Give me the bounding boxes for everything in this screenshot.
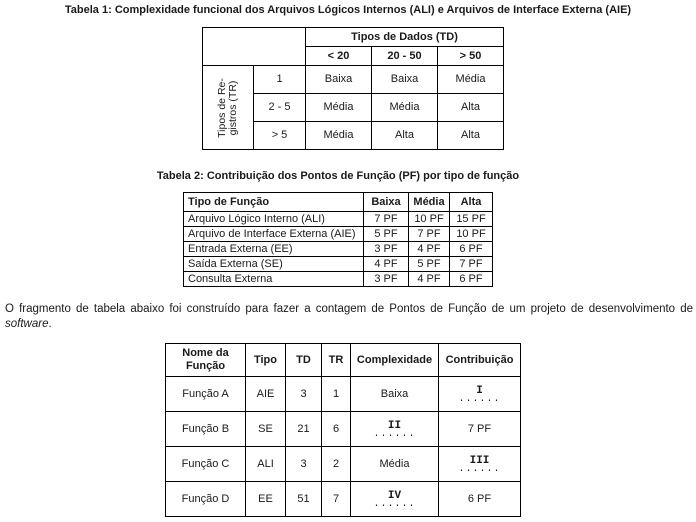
table-row	[184, 272, 493, 287]
table2-cell: 10 PF	[409, 212, 450, 227]
table3-cell-name: Função A	[166, 377, 246, 412]
table2-cell: 3 PF	[364, 272, 409, 287]
table1-empty-corner-cell	[203, 28, 306, 66]
table3-cell-td: 21	[286, 412, 322, 447]
table3-cell-contribuicao	[439, 377, 521, 412]
table1-tr-label: 1	[254, 66, 306, 94]
table2-cell: 10 PF	[450, 227, 493, 242]
table2-header-media: Média	[409, 193, 450, 212]
table2-cell: 7 PF	[409, 227, 450, 242]
table1-cell: Baixa	[372, 66, 438, 94]
table1-group-header-cell: Tipos de Dados (TD)	[306, 28, 504, 47]
table1-cell: Baixa	[306, 66, 372, 94]
intro-paragraph	[5, 302, 693, 332]
table2-cell-tipo: Saída Externa (SE)	[184, 257, 364, 272]
blank-dotted-line: ......	[373, 428, 416, 440]
table3-cell-name: Função B	[166, 412, 246, 447]
table1-tr-label: 2 - 5	[254, 94, 306, 122]
table3-header-nome: Nome da Função	[166, 344, 246, 377]
complexity-value: Baixa	[380, 387, 409, 400]
table2-cell: 7 PF	[450, 257, 493, 272]
row-group-label-line2: gistros (TR)	[227, 80, 239, 135]
table3-cell-contribuicao	[439, 447, 521, 482]
table3-cell-tipo: AIE	[246, 377, 286, 412]
table3-cell-contribuicao	[439, 412, 521, 447]
table2-cell: 3 PF	[364, 242, 409, 257]
table2-header-baixa: Baixa	[364, 193, 409, 212]
table2-cell: 6 PF	[450, 272, 493, 287]
table3-cell-complexidade	[351, 447, 439, 482]
blank-dotted-line: ......	[373, 498, 416, 510]
blank-roman-numeral: III	[469, 454, 490, 467]
table3-header-complexidade: Complexidade	[351, 344, 439, 377]
blank-roman-numeral: II	[387, 419, 402, 432]
table2-header-tipo: Tipo de Função	[184, 193, 364, 212]
table3-cell-td: 51	[286, 482, 322, 517]
table3-header-tr: TR	[322, 344, 351, 377]
table2-cell-tipo: Entrada Externa (EE)	[184, 242, 364, 257]
table1-cell: Média	[372, 94, 438, 122]
table1-row-group-header-cell	[203, 66, 254, 150]
row-group-label-line1: Tipos de Re-	[216, 77, 228, 138]
table-row	[166, 377, 521, 412]
paragraph-line1: O fragmento de tabela abaixo foi construído para fazer a contagem de Pontos de Função de um projeto de desenvolvimento de	[5, 303, 693, 315]
table2-cell: 6 PF	[450, 242, 493, 257]
table3-header-td: TD	[286, 344, 322, 377]
table3-cell-tr: 1	[322, 377, 351, 412]
table3-header-contribuicao: Contribuição	[439, 344, 521, 377]
table-row	[184, 257, 493, 272]
table2-cell: 4 PF	[409, 272, 450, 287]
software-italic-word: software	[5, 318, 49, 330]
table1-tr-label: > 5	[254, 122, 306, 150]
table1-cell: Média	[438, 66, 504, 94]
table1-cell: Alta	[372, 122, 438, 150]
table3-header-tipo: Tipo	[246, 344, 286, 377]
table2-cell: 5 PF	[364, 227, 409, 242]
table2-cell: 4 PF	[409, 242, 450, 257]
table2-cell-tipo: Arquivo de Interface Externa (AIE)	[184, 227, 364, 242]
table3-cell-td: 3	[286, 447, 322, 482]
contribution-value: 6 PF	[467, 492, 492, 505]
table3-cell-contribuicao	[439, 482, 521, 517]
table-row	[184, 227, 493, 242]
table3-cell-tipo: EE	[246, 482, 286, 517]
table3-cell-tr: 2	[322, 447, 351, 482]
table3-cell-tr: 7	[322, 482, 351, 517]
table-row	[184, 242, 493, 257]
table2-cell-tipo: Consulta Externa	[184, 272, 364, 287]
table3-cell-td: 3	[286, 377, 322, 412]
table1-ali-aie-complexity	[202, 27, 504, 150]
table1-cell: Média	[306, 94, 372, 122]
table2-header-alta: Alta	[450, 193, 493, 212]
table1-cell: Alta	[438, 94, 504, 122]
table-row	[203, 66, 504, 94]
table3-cell-tr: 6	[322, 412, 351, 447]
table2-cell-tipo: Arquivo Lógico Interno (ALI)	[184, 212, 364, 227]
table1-title: Tabela 1: Complexidade funcional dos Arquivos Lógicos Internos (ALI) e Arquivos de Interface Externa (AIE)	[64, 4, 632, 16]
table1-cell: Média	[306, 122, 372, 150]
table1-row-group-label	[217, 66, 239, 150]
table2-cell: 4 PF	[364, 257, 409, 272]
table-row	[203, 28, 504, 47]
table3-cell-complexidade	[351, 377, 439, 412]
table3-cell-tipo: ALI	[246, 447, 286, 482]
table2-cell: 7 PF	[364, 212, 409, 227]
table3-cell-tipo: SE	[246, 412, 286, 447]
blank-dotted-line: ......	[458, 393, 501, 405]
complexity-value: Média	[379, 457, 410, 470]
table1-col-header: > 50	[438, 47, 504, 66]
table-row	[166, 482, 521, 517]
table1-col-header: < 20	[306, 47, 372, 66]
table2-cell: 15 PF	[450, 212, 493, 227]
table-row	[184, 193, 493, 212]
table-row	[184, 212, 493, 227]
table1-cell: Alta	[438, 122, 504, 150]
contribution-value: 7 PF	[467, 422, 492, 435]
table2-title: Tabela 2: Contribuição dos Pontos de Função (PF) por tipo de função	[156, 170, 520, 182]
table3-cell-name: Função C	[166, 447, 246, 482]
table3-cell-name: Função D	[166, 482, 246, 517]
paragraph-line2	[5, 317, 693, 332]
blank-roman-numeral: IV	[387, 489, 402, 502]
blank-dotted-line: ......	[458, 463, 501, 475]
table-row	[166, 344, 521, 377]
table-row	[166, 447, 521, 482]
table1-col-header: 20 - 50	[372, 47, 438, 66]
paragraph-period: .	[48, 318, 52, 330]
table3-function-count	[165, 343, 521, 517]
table3-cell-complexidade	[351, 412, 439, 447]
blank-roman-numeral: I	[476, 384, 483, 397]
table3-cell-complexidade	[351, 482, 439, 517]
table2-pf-contribution	[183, 192, 493, 287]
table2-cell: 5 PF	[409, 257, 450, 272]
table-row	[166, 412, 521, 447]
